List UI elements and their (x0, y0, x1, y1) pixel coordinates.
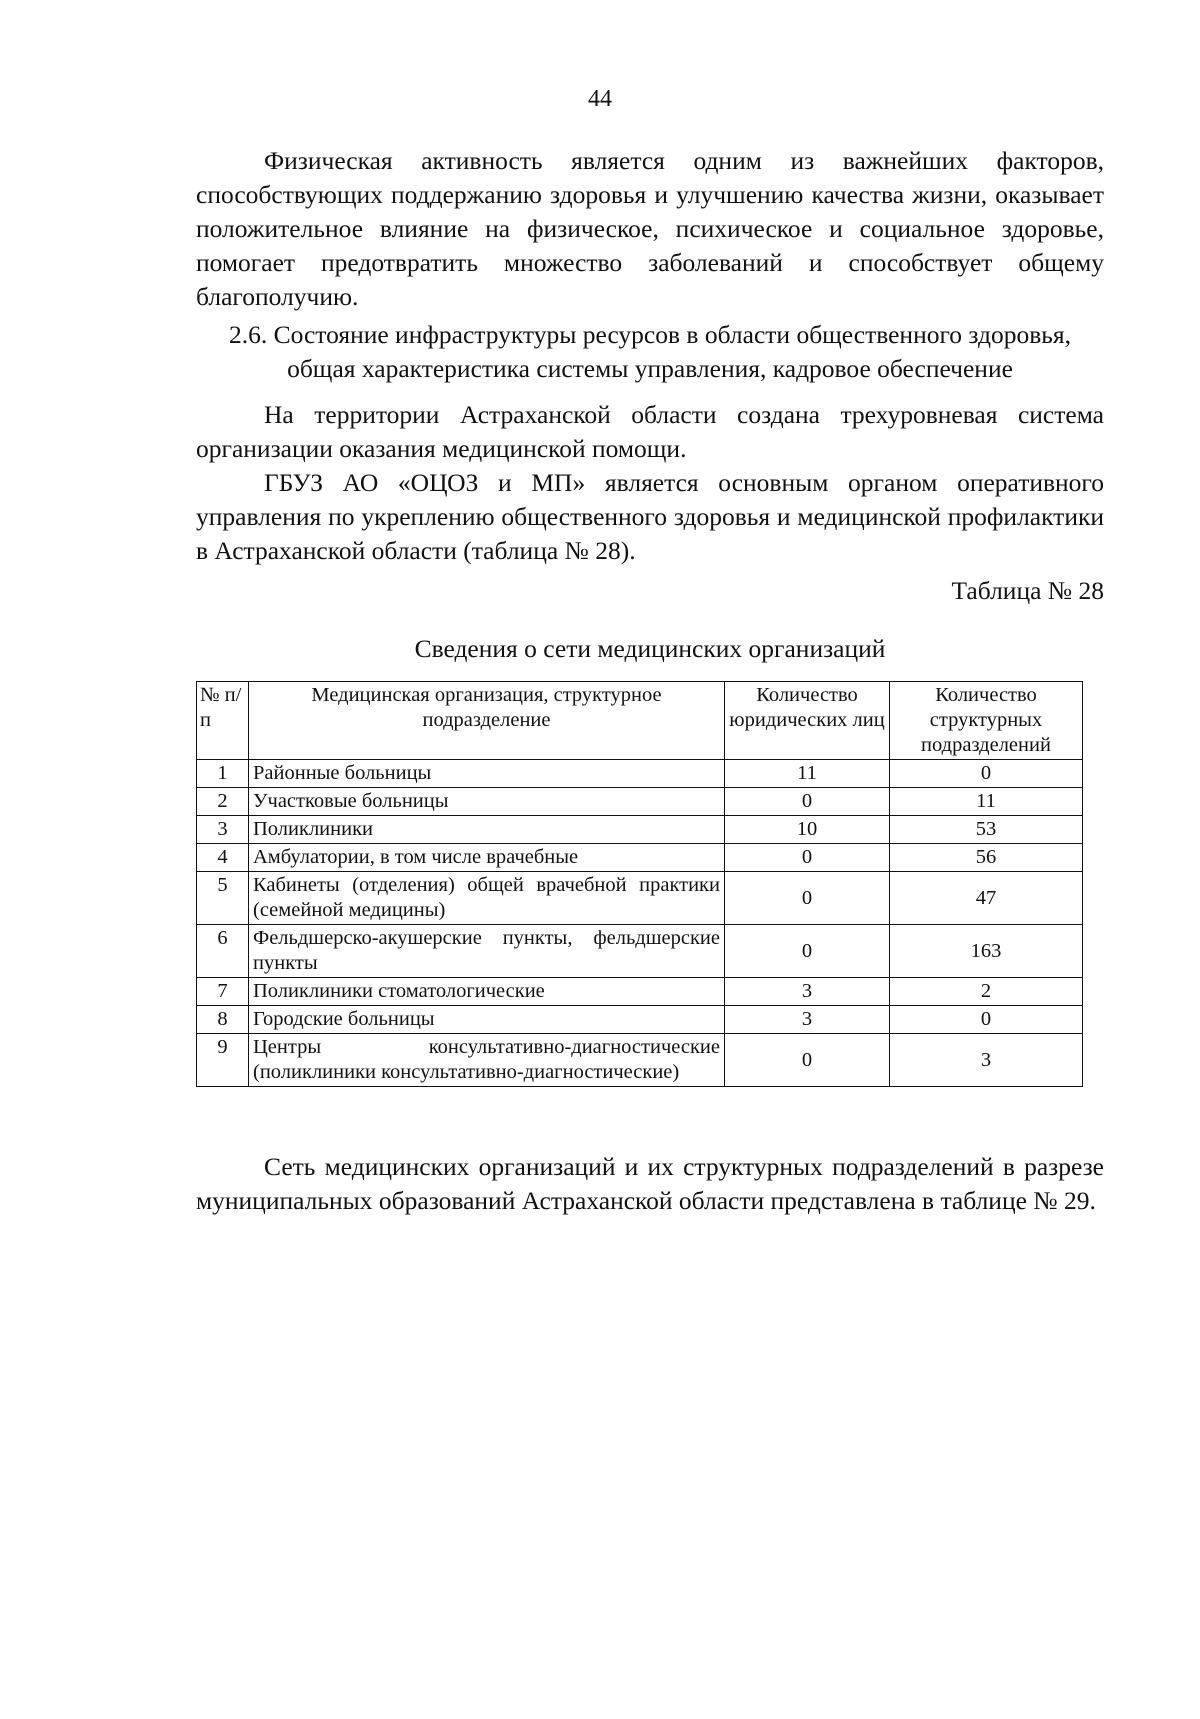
paragraph-physical-activity: Физическая активность является одним из важнейших факторов, способствующих поддержанию здоровья и улучшению качества жизни, оказывает положительное влияние на физическое, психическое и социальное здоровье, помогает предотвратить множество заболеваний и способствует общему благополучию. (196, 146, 1104, 311)
row-structural-units: 56 (890, 844, 1083, 872)
row-organization: Кабинеты (отделения) общей врачебной практики (семейной медицины) (249, 872, 725, 925)
table-row (197, 978, 1083, 1006)
row-structural-units: 0 (890, 1006, 1083, 1034)
medical-organizations-table (196, 681, 1083, 1087)
header-legal-entities: Количество юридических лиц (725, 682, 890, 760)
table-caption: Сведения о сети медицинских организаций (414, 634, 886, 663)
table-row (197, 872, 1083, 925)
table-row (197, 816, 1083, 844)
paragraph-three-level-system: На территории Астраханской области создана трехуровневая система организации оказания медицинской помощи. (196, 400, 1104, 463)
row-number: 4 (197, 844, 249, 872)
row-legal-entities: 11 (725, 760, 890, 788)
header-structural-units: Количество структурных подразделений (890, 682, 1083, 760)
row-legal-entities: 0 (725, 844, 890, 872)
row-structural-units: 11 (890, 788, 1083, 816)
row-structural-units: 0 (890, 760, 1083, 788)
section-heading-line-1: 2.6. Состояние инфраструктуры ресурсов в области общественного здоровья, (228, 320, 1072, 349)
row-structural-units: 47 (890, 872, 1083, 925)
row-legal-entities: 0 (725, 925, 890, 978)
row-legal-entities: 10 (725, 816, 890, 844)
table-row (197, 925, 1083, 978)
table-row (197, 788, 1083, 816)
row-legal-entities: 0 (725, 788, 890, 816)
row-structural-units: 53 (890, 816, 1083, 844)
row-number: 1 (197, 760, 249, 788)
row-number: 5 (197, 872, 249, 925)
header-organization: Медицинская организация, структурное подразделение (249, 682, 725, 760)
paragraph-table-29-reference: Сеть медицинских организаций и их структурных подразделений в разрезе муниципальных образований Астраханской области представлена в таблице № 29. (196, 1152, 1104, 1215)
table-row (197, 844, 1083, 872)
section-heading (196, 318, 1104, 386)
row-number: 3 (197, 816, 249, 844)
row-organization: Амбулатории, в том числе врачебные (249, 844, 725, 872)
row-organization: Городские больницы (249, 1006, 725, 1034)
table-row (197, 1034, 1083, 1087)
row-legal-entities: 3 (725, 1006, 890, 1034)
row-number: 9 (197, 1034, 249, 1087)
row-organization: Участковые больницы (249, 788, 725, 816)
row-organization: Районные больницы (249, 760, 725, 788)
row-number: 6 (197, 925, 249, 978)
row-legal-entities: 0 (725, 872, 890, 925)
row-organization: Поликлиники стоматологические (249, 978, 725, 1006)
row-organization: Фельдшерско-акушерские пункты, фельдшерские пункты (249, 925, 725, 978)
table-body (197, 760, 1083, 1087)
section-heading-line-2: общая характеристика системы управления, кадровое обеспечение (287, 354, 1013, 383)
row-organization: Поликлиники (249, 816, 725, 844)
row-number: 8 (197, 1006, 249, 1034)
table-label: Таблица № 28 (951, 576, 1104, 605)
row-structural-units: 163 (890, 925, 1083, 978)
row-legal-entities: 3 (725, 978, 890, 1006)
row-number: 2 (197, 788, 249, 816)
table-row (197, 1006, 1083, 1034)
table-row (197, 760, 1083, 788)
paragraph-gbuz-role: ГБУЗ АО «ОЦОЗ и МП» является основным органом оперативного управления по укреплению общественного здоровья и медицинской профилактики в Астраханской области (таблица № 28). (196, 468, 1104, 565)
row-number: 7 (197, 978, 249, 1006)
row-legal-entities: 0 (725, 1034, 890, 1087)
row-structural-units: 3 (890, 1034, 1083, 1087)
table-header (197, 682, 1083, 760)
table-header-row (197, 682, 1083, 760)
page-number: 44 (588, 86, 612, 112)
header-number: № п/п (197, 682, 249, 760)
row-organization: Центры консультативно-диагностические (поликлиники консультативно-диагностические) (249, 1034, 725, 1087)
row-structural-units: 2 (890, 978, 1083, 1006)
